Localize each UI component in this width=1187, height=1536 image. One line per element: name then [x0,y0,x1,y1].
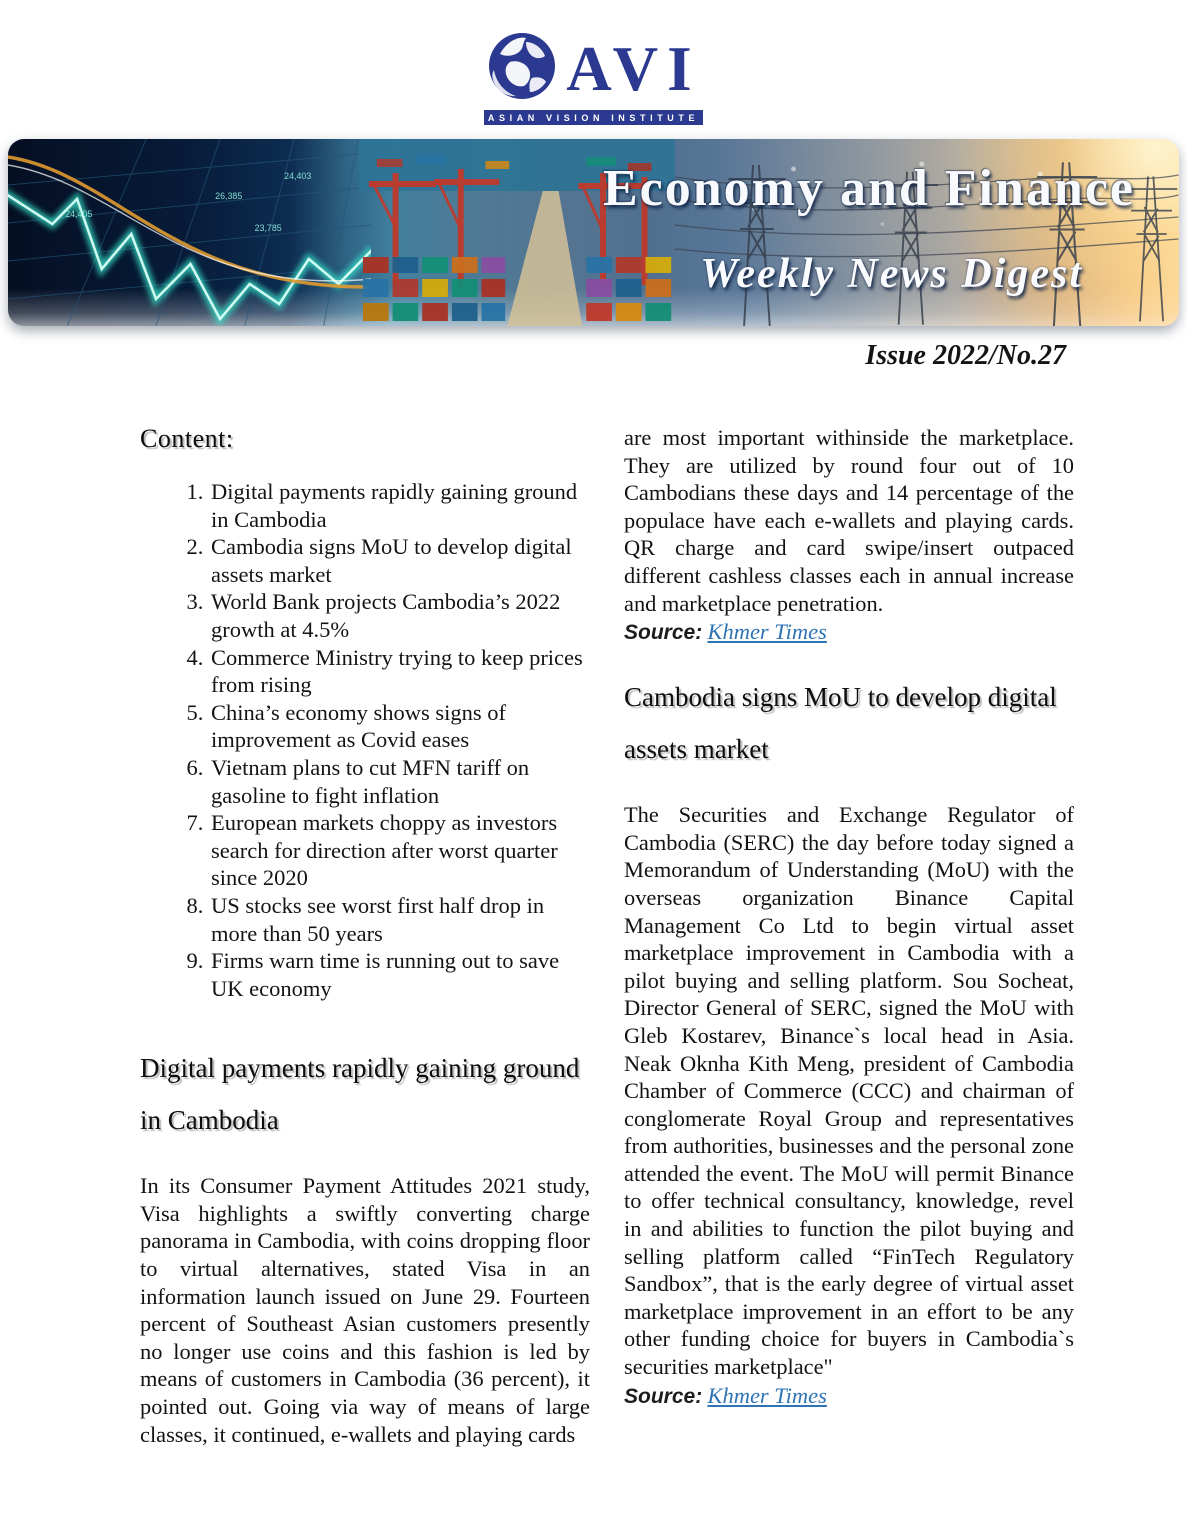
ticker-number: 24,405 [65,208,93,220]
right-column [624,424,1074,1411]
ticker-number: 24,403 [284,170,312,182]
logo-acronym: AVI [566,34,701,104]
toc-item: 3. World Bank projects Cambodia’s 2022 growth at 4.5% [209,588,590,643]
ticker-number: 23,785 [254,222,282,234]
source-label: Source: [624,1384,703,1408]
issue-number: Issue 2022/No.27 [865,340,1066,371]
toc-item: 4. Commerce Ministry trying to keep prices from rising [209,644,590,699]
article-2-source [624,1382,1074,1411]
left-column [140,424,590,1448]
khmer-times-link[interactable]: Khmer Times [707,619,827,645]
content-heading: Content: [140,424,234,453]
newsletter-body [140,424,1187,1448]
page-header [0,0,1187,125]
khmer-times-link[interactable]: Khmer Times [707,1382,827,1408]
article-1-body-part-1: In its Consumer Payment Attitudes 2021 study, Visa highlights a swiftly converting charge panorama in Cambodia, with coins dropping floor to virtual alternatives, stated Visa in an information launch issued on June 29. Fourteen percent of Southeast Asian customers presently no longer use coins and this fashion is led by means of customers in Cambodia (36 percent), it pointed out. Going via way of means of large classes, it continued, e-wallets and playing cards [140,1173,590,1447]
logo-subtitle-bar: ASIAN VISION INSTITUTE [484,110,703,125]
toc-item: 9. Firms warn time is running out to save UK economy [209,947,590,1002]
article-1-title: Digital payments rapidly gaining ground in Cambodia [140,1053,580,1136]
source-label: Source: [624,621,703,645]
toc-item: 8. US stocks see worst first half drop in more than 50 years [209,892,590,947]
article-2-title: Cambodia signs MoU to develop digital assets market [624,682,1057,765]
table-of-contents [140,478,590,1002]
article-1-body-part-2: are most important withinside the marketplace. They are utilized by round four out of 10 Cambodians these days and 14 percentage of the populace have each e-wallets and playing cards. QR charge and card swipe/insert outpaced different cashless classes each in annual increase and marketplace penetration. [624,425,1074,616]
article-1-source [624,618,1074,647]
newsletter-banner [8,139,1179,326]
toc-item: 2. Cambodia signs MoU to develop digital assets market [209,533,590,588]
article-2-body: The Securities and Exchange Regulator of Cambodia (SERC) the day before today signed a Memorandum of Understanding (MoU) with the overseas organization Binance Capital Management Co Ltd to begin virtual asset marketplace improvement in Cambodia with a pilot buying and selling platform. Sou Socheat, Director General of SERC, signed the MoU with Gleb Kostarev, Binance`s local head in Asia. Neak Oknha Kith Meng, president of Cambodia Chamber of Commerce (CCC) and chairman of conglomerate Royal Group and representatives from authorities, businesses and the personal zone attended the event. The MoU will permit Binance to offer technical consultancy, knowledge, revel in and abilities to function the pilot buying and selling platform called “FinTech Regulatory Sandbox”, that is the early degree of virtual asset marketplace improvement in an effort to be any other funding choice for buyers in Cambodia`s securities marketplace" [624,802,1074,1380]
banner-title: Economy and Finance [602,160,1135,217]
avi-logo [484,30,703,125]
toc-item: 5. China’s economy shows signs of improvement as Covid eases [209,699,590,754]
ticker-number: 26,385 [215,190,243,202]
avi-globe-icon [486,30,558,107]
toc-item: 7. European markets choppy as investors search for direction after worst quarter since 2020 [209,809,590,892]
toc-item: 6. Vietnam plans to cut MFN tariff on gasoline to fight inflation [209,754,590,809]
banner-subtitle: Weekly News Digest [700,251,1083,297]
toc-item: 1. Digital payments rapidly gaining ground in Cambodia [209,478,590,533]
banner-stock-chart-image [8,139,371,326]
